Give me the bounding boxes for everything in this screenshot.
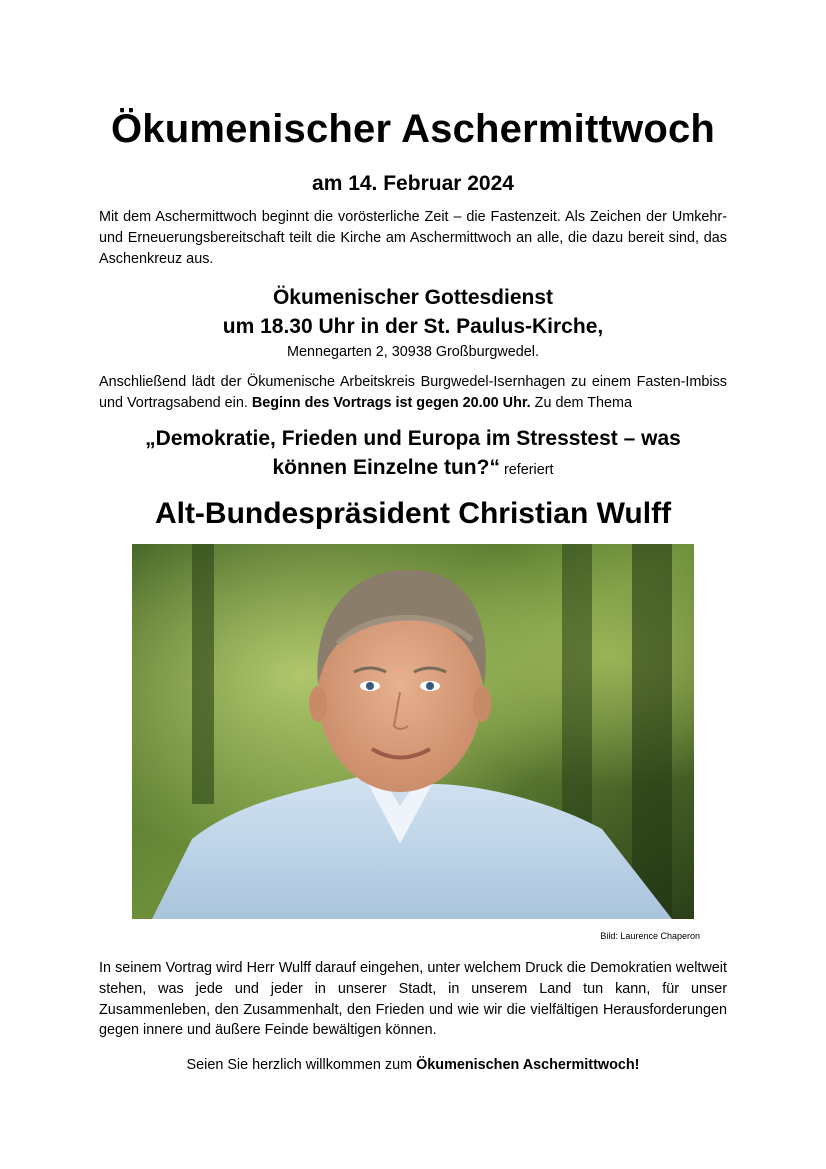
speaker-portrait: [132, 544, 694, 919]
event-date: am 14. Februar 2024: [312, 172, 514, 195]
service-heading: [60, 283, 766, 341]
photo-credit: Bild: Laurence Chaperon: [600, 931, 700, 941]
topic-line-1: „Demokratie, Frieden und Europa im Stresstest – was: [145, 427, 681, 450]
topic-line-2-wrap: [60, 453, 766, 485]
program-text-start: Anschließend lädt der Ökumenische Arbeitskreis Burgwedel-Isernhagen zu einem Fasten-Imbiss und Vortragsabend ein.: [99, 374, 727, 411]
speaker-name: Alt-Bundespräsident Christian Wulff: [154, 497, 672, 530]
service-address: Mennegarten 2, 30938 Großburgwedel.: [287, 344, 539, 360]
topic-suffix: referiert: [499, 462, 554, 478]
service-time-location: um 18.30 Uhr in der St. Paulus-Kirche,: [222, 315, 604, 338]
page-title: Ökumenischer Aschermittwoch: [110, 107, 716, 151]
service-title: Ökumenischer Gottesdienst: [272, 286, 554, 309]
topic-line-2: können Einzelne tun?“: [272, 456, 500, 479]
program-paragraph: [99, 372, 727, 414]
lecture-topic: [60, 424, 766, 485]
intro-paragraph: Mit dem Aschermittwoch beginnt die vorösterliche Zeit – die Fastenzeit. Als Zeichen der Umkehr- und Erneuerungsbereitschaft teilt die Kirche am Aschermittwoch an alle, die dazu bereit sind, das Aschenkreuz aus.: [99, 209, 727, 267]
program-text-end: Zu dem Thema: [530, 394, 632, 411]
lecture-paragraph: In seinem Vortrag wird Herr Wulff darauf eingehen, unter welchem Druck die Demokratien weltweit stehen, was jede und jeder in unserer Stadt, in unserem Land tun kann, für unser Zusammenleben, den Zusammenhalt, den Frieden und wie wir die vielfältigen Herausforderungen gegen innere und äußere Feinde bewältigen können.: [99, 960, 727, 1039]
closing-line: [60, 1055, 766, 1075]
closing-event-name: Ökumenischen Aschermittwoch!: [416, 1057, 640, 1073]
program-start-time: Beginn des Vortrags ist gegen 20.00 Uhr.: [251, 394, 531, 411]
closing-text: Seien Sie herzlich willkommen zum: [186, 1057, 417, 1073]
portrait-illustration: [132, 544, 694, 919]
